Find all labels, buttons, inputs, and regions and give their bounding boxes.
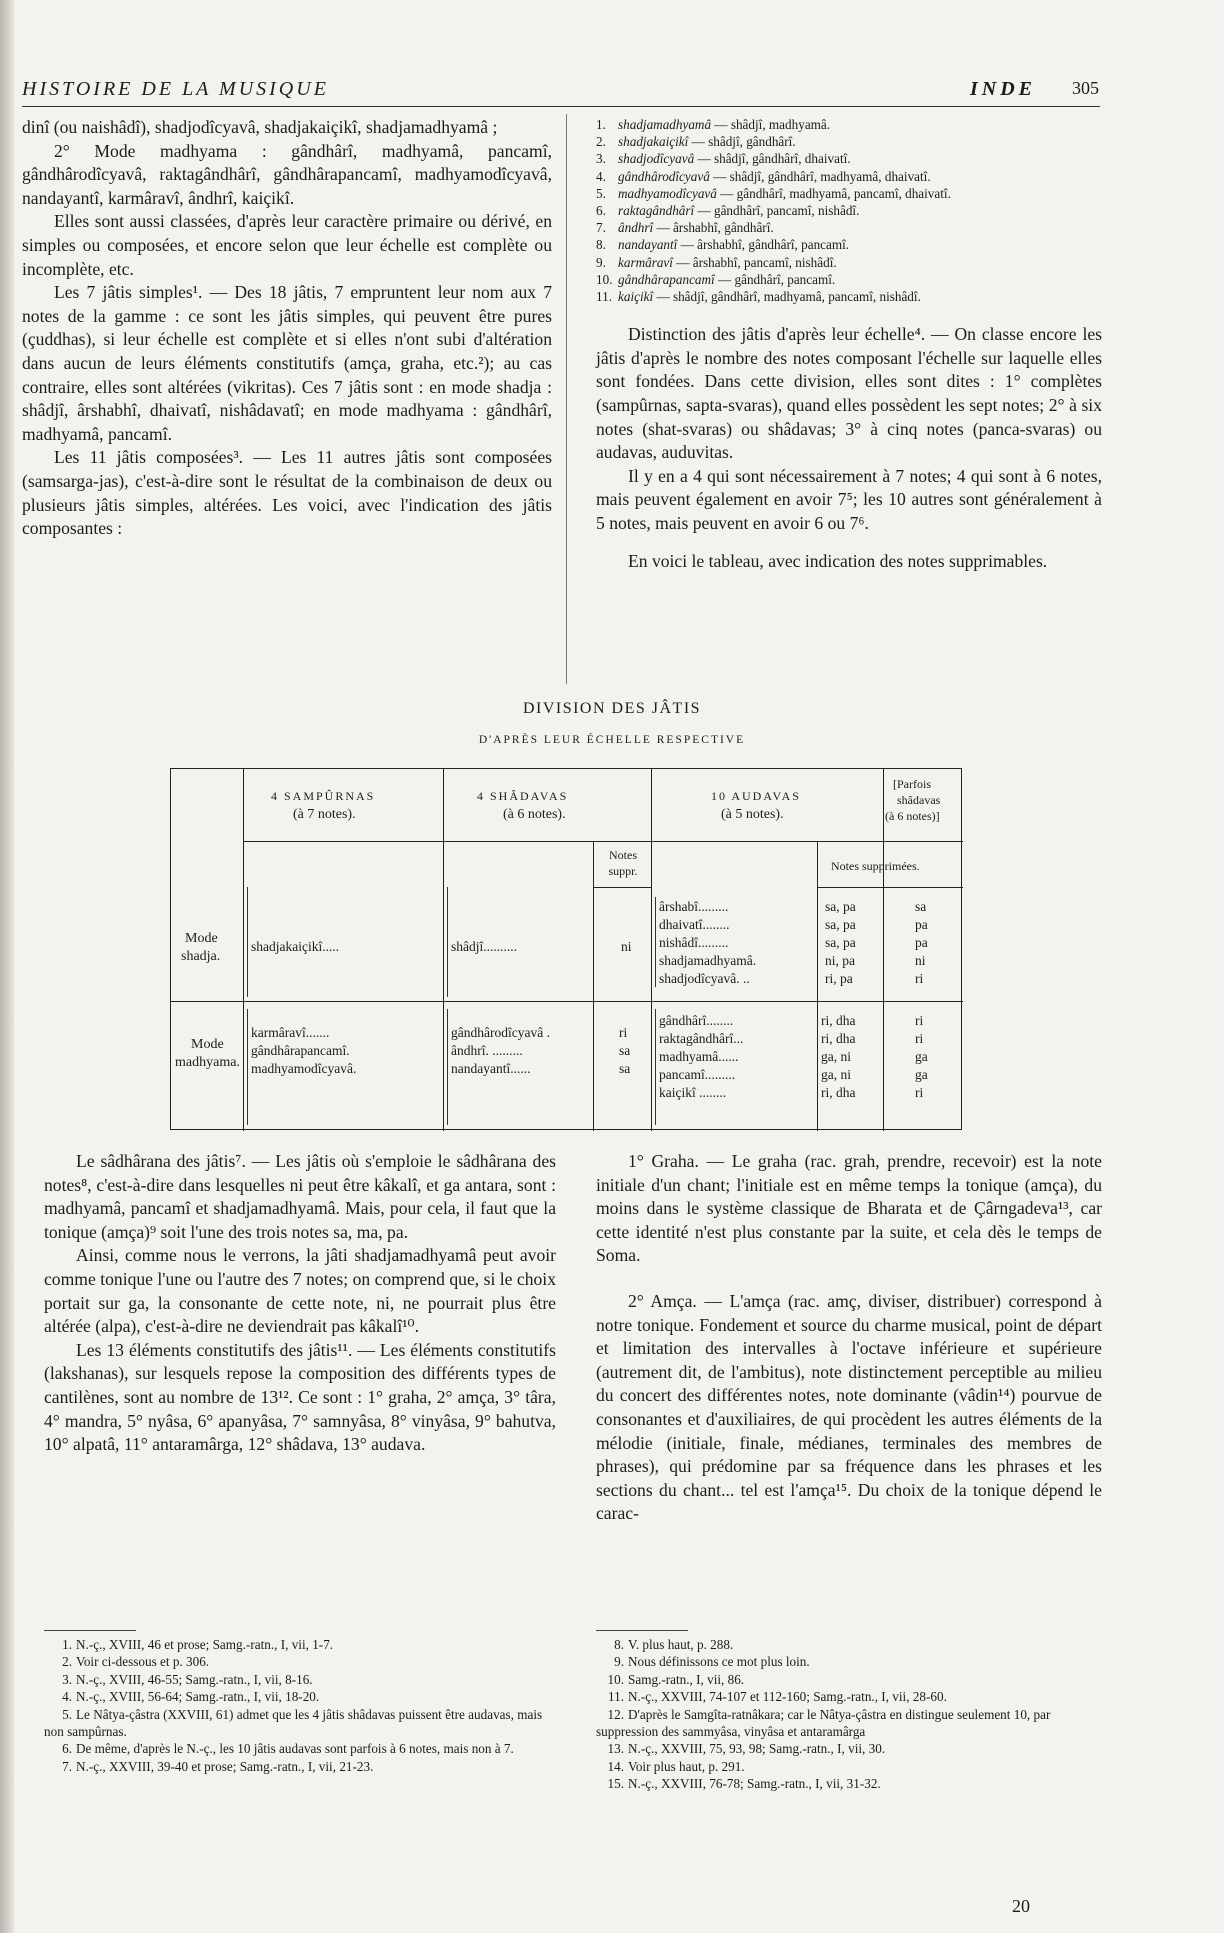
paragraph: Ainsi, comme nous le verrons, la jâti shadjamadhyamâ peut avoir comme tonique l'une ou l'autre des 7 notes; on comprend que, si le choix portait sur ga, la consonante de cette note, ni, ne pourrait plus être altérée (alpa), c'est-à-dire ne deviendrait pas kâkalî¹⁰. [44,1245,556,1337]
list-item-number: 5. [596,185,606,201]
table-cell: ga, ni [821,1067,851,1082]
footnote-text: N.-ç., XXVIII, 74-107 et 112-160; Samg.-ratn., I, vii, 28-60. [628,1689,947,1705]
list-item-notes: — shâdjî, gândhârî. [691,134,796,150]
list-item-number: 9. [596,254,606,270]
mode-shadja-label-2: shadja. [181,949,221,964]
footnote-text: N.-ç., XVIII, 46 et prose; Samg.-ratn., I, vii, 1-7. [76,1637,334,1652]
header-notes-supprimees: Notes supprimées. [831,859,920,873]
list-item [596,236,1102,253]
header-shadavas-sub: (à 6 notes). [503,807,566,822]
shadja-shadava: shâdjî.......... [451,939,517,954]
header-notes-suppr: Notes suppr. [608,848,638,878]
footnote [596,1706,1102,1741]
list-item [596,133,1102,150]
footnote-number: 12. [607,1706,624,1722]
running-head-title: HISTOIRE DE LA MUSIQUE [22,78,329,100]
table-hline [243,841,963,842]
list-item-notes: — shâdjî, madhyamâ. [714,117,831,132]
table-title: DIVISION DES JÂTIS [522,700,702,717]
table-vline [651,769,652,1131]
list-item-name: ândhrî [618,220,654,236]
footnote-text: De même, d'après le N.-ç., les 10 jâtis audavas sont parfois à 6 notes, mais non à 7. [76,1741,514,1757]
list-item-name: raktagândhârî [618,203,695,219]
paragraph: Elles sont aussi classées, d'après leur caractère primaire ou dérivé, en simples ou composées, et encore selon que leur échelle est complète ou incomplète, etc. [22,211,552,279]
footnote-text: Le Nâtya-çâstra (XXVIII, 61) admet que les 4 jâtis shâdavas puissent être audavas, mais non sampûrnas. [44,1706,543,1740]
table-cell: ri [619,1025,628,1040]
list-item [596,185,1102,202]
footnote-text: D'après le Samgîta-ratnâkara; car le Nâtya-çâstra en distingue seulement 10, par suppression des sammyâsa, vinyâsa et antaramârga [596,1706,1051,1740]
footnote-number: 11. [608,1689,624,1705]
paragraph-amca: 2° Amça. — L'amça (rac. amç, diviser, distribuer) correspond à notre tonique. Fondement et source du charme musical, point de départ et limitation des intervalles à l'octave inférieure et supérieure (autrement dit, de l'ambitus), note distinctement perceptible au milieu du concert des différentes notes, note dominante (vâdin¹⁴) pourvue de consonantes et d'auxiliaires, de qui procèdent les autres éléments de la mélodie (initiale, finale, médianes, terminales des membres de phrases), qui prédomine par sa fréquence dans les phrases et les sections du chant... tel est l'amça¹⁵. Du choix de la tonique dépend le carac- [596,1290,1102,1524]
table-cell: shadjamadhyamâ. [659,953,757,968]
table-cell: pa [915,935,928,950]
footnote-rule [44,1630,136,1631]
paragraph: En voici le tableau, avec indication des notes supprimables. [628,550,1048,571]
table-hline [171,1001,963,1002]
footnote [596,1636,1102,1653]
footnote [596,1775,1102,1792]
list-item-number: 8. [596,237,606,253]
table-hline [817,887,963,888]
brace [447,887,448,997]
footnote-number: 6. [62,1741,72,1757]
footnote-number: 7. [62,1758,72,1774]
running-head-section: INDE [970,78,1037,100]
table-vline [243,769,244,1131]
header-sampurnas: 4 SAMPÛRNAS [271,789,376,803]
list-item-notes: — shâdjî, gândhârî, dhaivatî. [697,151,851,167]
header-rule [22,106,1100,107]
footnote [596,1653,1102,1670]
list-item-name: shadjodîcyavâ [618,151,695,167]
header-parfois: [Parfois [893,777,931,791]
list-item-notes: — gândhârî, madhyamâ, pancamî, dhaivatî. [720,185,951,201]
footnote [596,1758,1102,1775]
table-cell: ri [915,1031,924,1046]
left-column-bottom [44,1150,556,1457]
list-item-number: 4. [596,168,606,184]
list-item [596,202,1102,219]
running-head [22,78,1099,106]
list-item-name: nandayantî [618,237,678,253]
mode-madhyama-label: Mode [191,1037,224,1052]
table-cell: ri, dha [821,1013,856,1028]
footnote [44,1706,564,1741]
table-cell: ga, ni [821,1049,851,1064]
footnote-text: Voir plus haut, p. 291. [628,1758,745,1774]
table-cell: madhyamodîcyavâ. [251,1061,357,1076]
list-item-number: 3. [596,151,606,167]
table-cell: gândhârodîcyavâ . [451,1025,550,1040]
list-item-number: 2. [596,134,606,150]
table-cell: ri [915,1085,924,1100]
footnote-number: 9. [614,1654,624,1670]
table-hline [593,887,651,888]
column-divider [566,114,567,684]
list-item-number: 6. [596,203,606,219]
table-cell: sa [619,1043,631,1058]
paragraph-sadharana: Le sâdhârana des jâtis⁷. — Les jâtis où s'emploie le sâdhârana des notes⁸, c'est-à-dire dans lesquelles ni peut être kâkalî, et ga antara, sont : madhyamâ, pancamî et shadjamadhyamâ. Mais, pour cela, il faut que la tonique (amça)⁹ soit l'une des trois notes sa, ma, pa. [44,1151,556,1242]
list-item-notes: — gândhârî, pancamî, nishâdî. [697,203,860,219]
footnote-text: Nous définissons ce mot plus loin. [628,1654,810,1670]
footnote-number: 15. [607,1776,624,1792]
footnote-text: V. plus haut, p. 288. [628,1637,734,1652]
header-sampurnas-sub: (à 7 notes). [293,807,356,822]
footnote [44,1671,564,1688]
footnote-text: N.-ç., XXVIII, 76-78; Samg.-ratn., I, vii, 31-32. [628,1776,881,1792]
table-cell: sa, pa [825,917,856,932]
list-item [596,150,1102,167]
table-cell: ni, pa [825,953,855,968]
list-item-number: 1. [596,117,606,132]
table-cell: gândhârapancamî. [251,1043,350,1058]
right-column-bottom [596,1150,1102,1526]
list-item [596,288,1102,305]
header-parfois-2: shâdavas [897,793,941,807]
brace [247,887,248,997]
table-cell: madhyamâ...... [659,1049,739,1064]
table-cell: ga [915,1049,928,1064]
page-number: 305 [1072,78,1099,98]
table-cell: ri, dha [821,1085,856,1100]
list-item-name: gândhârodîcyavâ [618,168,710,184]
jatis-division-table [170,768,962,1130]
brace [655,1009,656,1125]
list-item-notes: — ârshabhî, gândhârî, pancamî. [680,237,850,253]
list-item-notes: — ârshabhî, pancamî, nishâdî. [676,254,837,270]
table-cell: sa [619,1061,631,1076]
shadja-sampurna: shadjakaiçikî..... [251,939,340,954]
list-item-notes: — ârshabhî, gândhârî. [656,220,774,236]
table-cell: ândhrî. ......... [451,1043,523,1058]
table-cell: gândhârî........ [659,1013,734,1028]
list-item-name: karmâravî [618,254,673,270]
table-vline [883,769,884,1131]
table-cell: sa [915,899,927,914]
footnote-text: N.-ç., XVIII, 56-64; Samg.-ratn., I, vii, 18-20. [76,1689,320,1705]
footnote-number: 2. [62,1654,72,1670]
header-parfois-3: (à 6 notes)] [885,809,940,823]
shadja-shadava-suppr: ni [621,939,632,954]
mode-madhyama-label-2: madhyama. [175,1055,240,1070]
composite-jatis-list [596,116,1102,305]
footnote-number: 13. [607,1741,624,1757]
paragraph: Il y en a 4 qui sont nécessairement à 7 notes; 4 qui sont à 6 notes, mais peuvent également en avoir 7⁵; les 10 autres sont généralement à 5 notes, mais peuvent en avoir 6 ou 7⁶. [596,465,1102,533]
header-audavas-sub: (à 5 notes). [721,807,784,822]
footnote-number: 8. [614,1637,624,1652]
paragraph-graha: 1° Graha. — Le graha (rac. grah, prendre, recevoir) est la note initiale d'un chant; l'initiale est en même temps la tonique (amça), du moins dans le système classique de Bharata et de Çârngadeva¹³, car cette identité n'est plus constante par la suite, et cela dès le temps de Soma. [596,1151,1102,1266]
footnote-text: N.-ç., XVIII, 46-55; Samg.-ratn., I, vii, 8-16. [76,1671,313,1687]
table-vline [817,841,818,1131]
footnote-text: Voir ci-dessous et p. 306. [76,1654,210,1670]
list-item-notes: — gândhârî, pancamî. [718,271,836,287]
footnote-number: 1. [62,1637,72,1652]
table-cell: ri, dha [821,1031,856,1046]
footnotes-left [44,1636,564,1775]
header-audavas: 10 AUDAVAS [711,789,801,803]
list-item-name: shadjamadhyamâ [618,117,712,132]
list-item [596,116,1102,133]
header-shadavas: 4 SHÂDAVAS [477,789,569,803]
table-cell: dhaivatî........ [659,917,730,932]
footnote [44,1688,564,1705]
footnote-number: 14. [607,1758,624,1774]
table-cell: karmâravî....... [251,1025,330,1040]
table-cell: shadjodîcyavâ. .. [659,971,750,986]
table-subtitle: D'APRÈS LEUR ÉCHELLE RESPECTIVE [478,734,746,746]
table-cell: ni [915,953,926,968]
footnote [596,1671,1102,1688]
table-cell: sa, pa [825,899,856,914]
list-item [596,219,1102,236]
table-cell: pancamî......... [659,1067,736,1082]
footnote [596,1740,1102,1757]
list-item-notes: — shâdjî, gândhârî, madhyamâ, dhaivatî. [713,168,931,184]
signature-number: 20 [1012,1896,1030,1916]
table-cell: ri, pa [825,971,853,986]
footnote-rule [596,1630,688,1631]
footnote-text: Samg.-ratn., I, vii, 86. [628,1671,745,1687]
list-item-number: 10. [596,271,613,287]
table-cell: nandayantî...... [451,1061,531,1076]
list-item-name: gândhârapancamî [618,271,715,287]
footnote-text: N.-ç., XXVIII, 75, 93, 98; Samg.-ratn., I, vii, 30. [628,1741,886,1757]
list-item-number: 11. [596,289,612,305]
table-cell: ga [915,1067,928,1082]
brace [247,1009,248,1125]
list-item-name: shadjakaiçikî [618,134,689,150]
footnote-number: 3. [62,1671,72,1687]
brace [447,1009,448,1125]
footnote-number: 4. [62,1689,72,1705]
list-item-number: 7. [596,220,606,236]
table-cell: ri [915,1013,924,1028]
footnote [44,1636,564,1653]
list-item [596,271,1102,288]
footnote-number: 10. [607,1671,624,1687]
paragraph-jatis-simples: Les 7 jâtis simples¹. — Des 18 jâtis, 7 empruntent leur nom aux 7 notes de la gamme : ce sont les jâtis simples, qui peuvent être pures (çuddhas), si leur échelle est complète et si elles n'ont subi d'altération dans aucun de leurs éléments constitutifs (amça, graha, etc.²); au cas contraire, elles sont altérées (vikritas). Ces 7 jâtis sont : en mode shadja : shâdjî, ârshabhî, dhaivatî, nishâdavatî; en mode madhyama : gândhârî, madhyamâ, pancamî. [22,282,552,444]
paragraph-elements: Les 13 éléments constitutifs des jâtis¹¹. — Les éléments constitutifs (lakshanas), sur lesquels repose la composition des différents types de cantilènes, sont au nombre de 13¹². Ce sont : 1° graha, 2° amça, 3° târa, 4° mandra, 5° nyâsa, 6° apanyâsa, 7° samnyâsa, 8° vinyâsa, 9° bahutva, 10° alpatâ, 11° antaramârga, 12° shâdava, 13° audava. [44,1339,556,1455]
right-column-top [596,116,1102,573]
footnote [596,1688,1102,1705]
table-vline [593,841,594,1131]
table-cell: ârshabî......... [659,899,729,914]
list-item-notes: — shâdjî, gândhârî, madhyamâ, pancamî, nishâdî. [656,289,921,305]
list-item-name: madhyamodîcyavâ [618,185,717,201]
page-edge-shadow [0,0,14,1933]
table-cell: raktagândhârî... [659,1031,744,1046]
list-item [596,254,1102,271]
table-cell: ri [915,971,924,986]
table-vline [443,769,444,1131]
mode-shadja-label: Mode [185,931,218,946]
brace [655,897,656,987]
list-item [596,168,1102,185]
footnote [44,1758,564,1775]
table-cell: sa, pa [825,935,856,950]
footnote-number: 5. [62,1706,72,1722]
footnote-text: N.-ç., XXVIII, 39-40 et prose; Samg.-ratn., I, vii, 21-23. [76,1758,374,1774]
paragraph: dinî (ou naishâdî), shadjodîcyavâ, shadjakaiçikî, shadjamadhyamâ ; [22,117,498,137]
left-column-top [22,116,552,541]
footnotes-right [596,1636,1102,1793]
paragraph-jatis-composees: Les 11 jâtis composées³. — Les 11 autres jâtis sont composées (samsarga-jas), c'est-à-dire sont le résultat de la combinaison de deux ou plusieurs jâtis simples, altérées. Les voici, avec l'indication des jâtis composantes : [22,447,552,539]
table-cell: kaiçikî ........ [659,1085,727,1100]
list-item-name: kaiçikî [618,289,654,305]
table-cell: nishâdî......... [659,935,729,950]
footnote [44,1740,564,1757]
table-cell: pa [915,917,928,932]
footnote [44,1653,564,1670]
paragraph-distinction: Distinction des jâtis d'après leur échelle⁴. — On classe encore les jâtis d'après le nombre des notes composant l'échelle sur laquelle elles sont fondées. Dans cette division, elles sont dites : 1° complètes (sampûrnas, sapta-svaras), quand elles possèdent les sept notes; 2° à six notes (shat-svaras) ou shâdavas; 3° à cinq notes (panca-svaras) ou audavas, auduvitas. [596,324,1102,463]
paragraph: 2° Mode madhyama : gândhârî, madhyamâ, pancamî, gândhârodîcyavâ, raktagândhârî, gândhârapancamî, madhyamodîcyavâ, nandayantî, karmâravî, ândhrî, kaiçikî. [22,140,552,208]
